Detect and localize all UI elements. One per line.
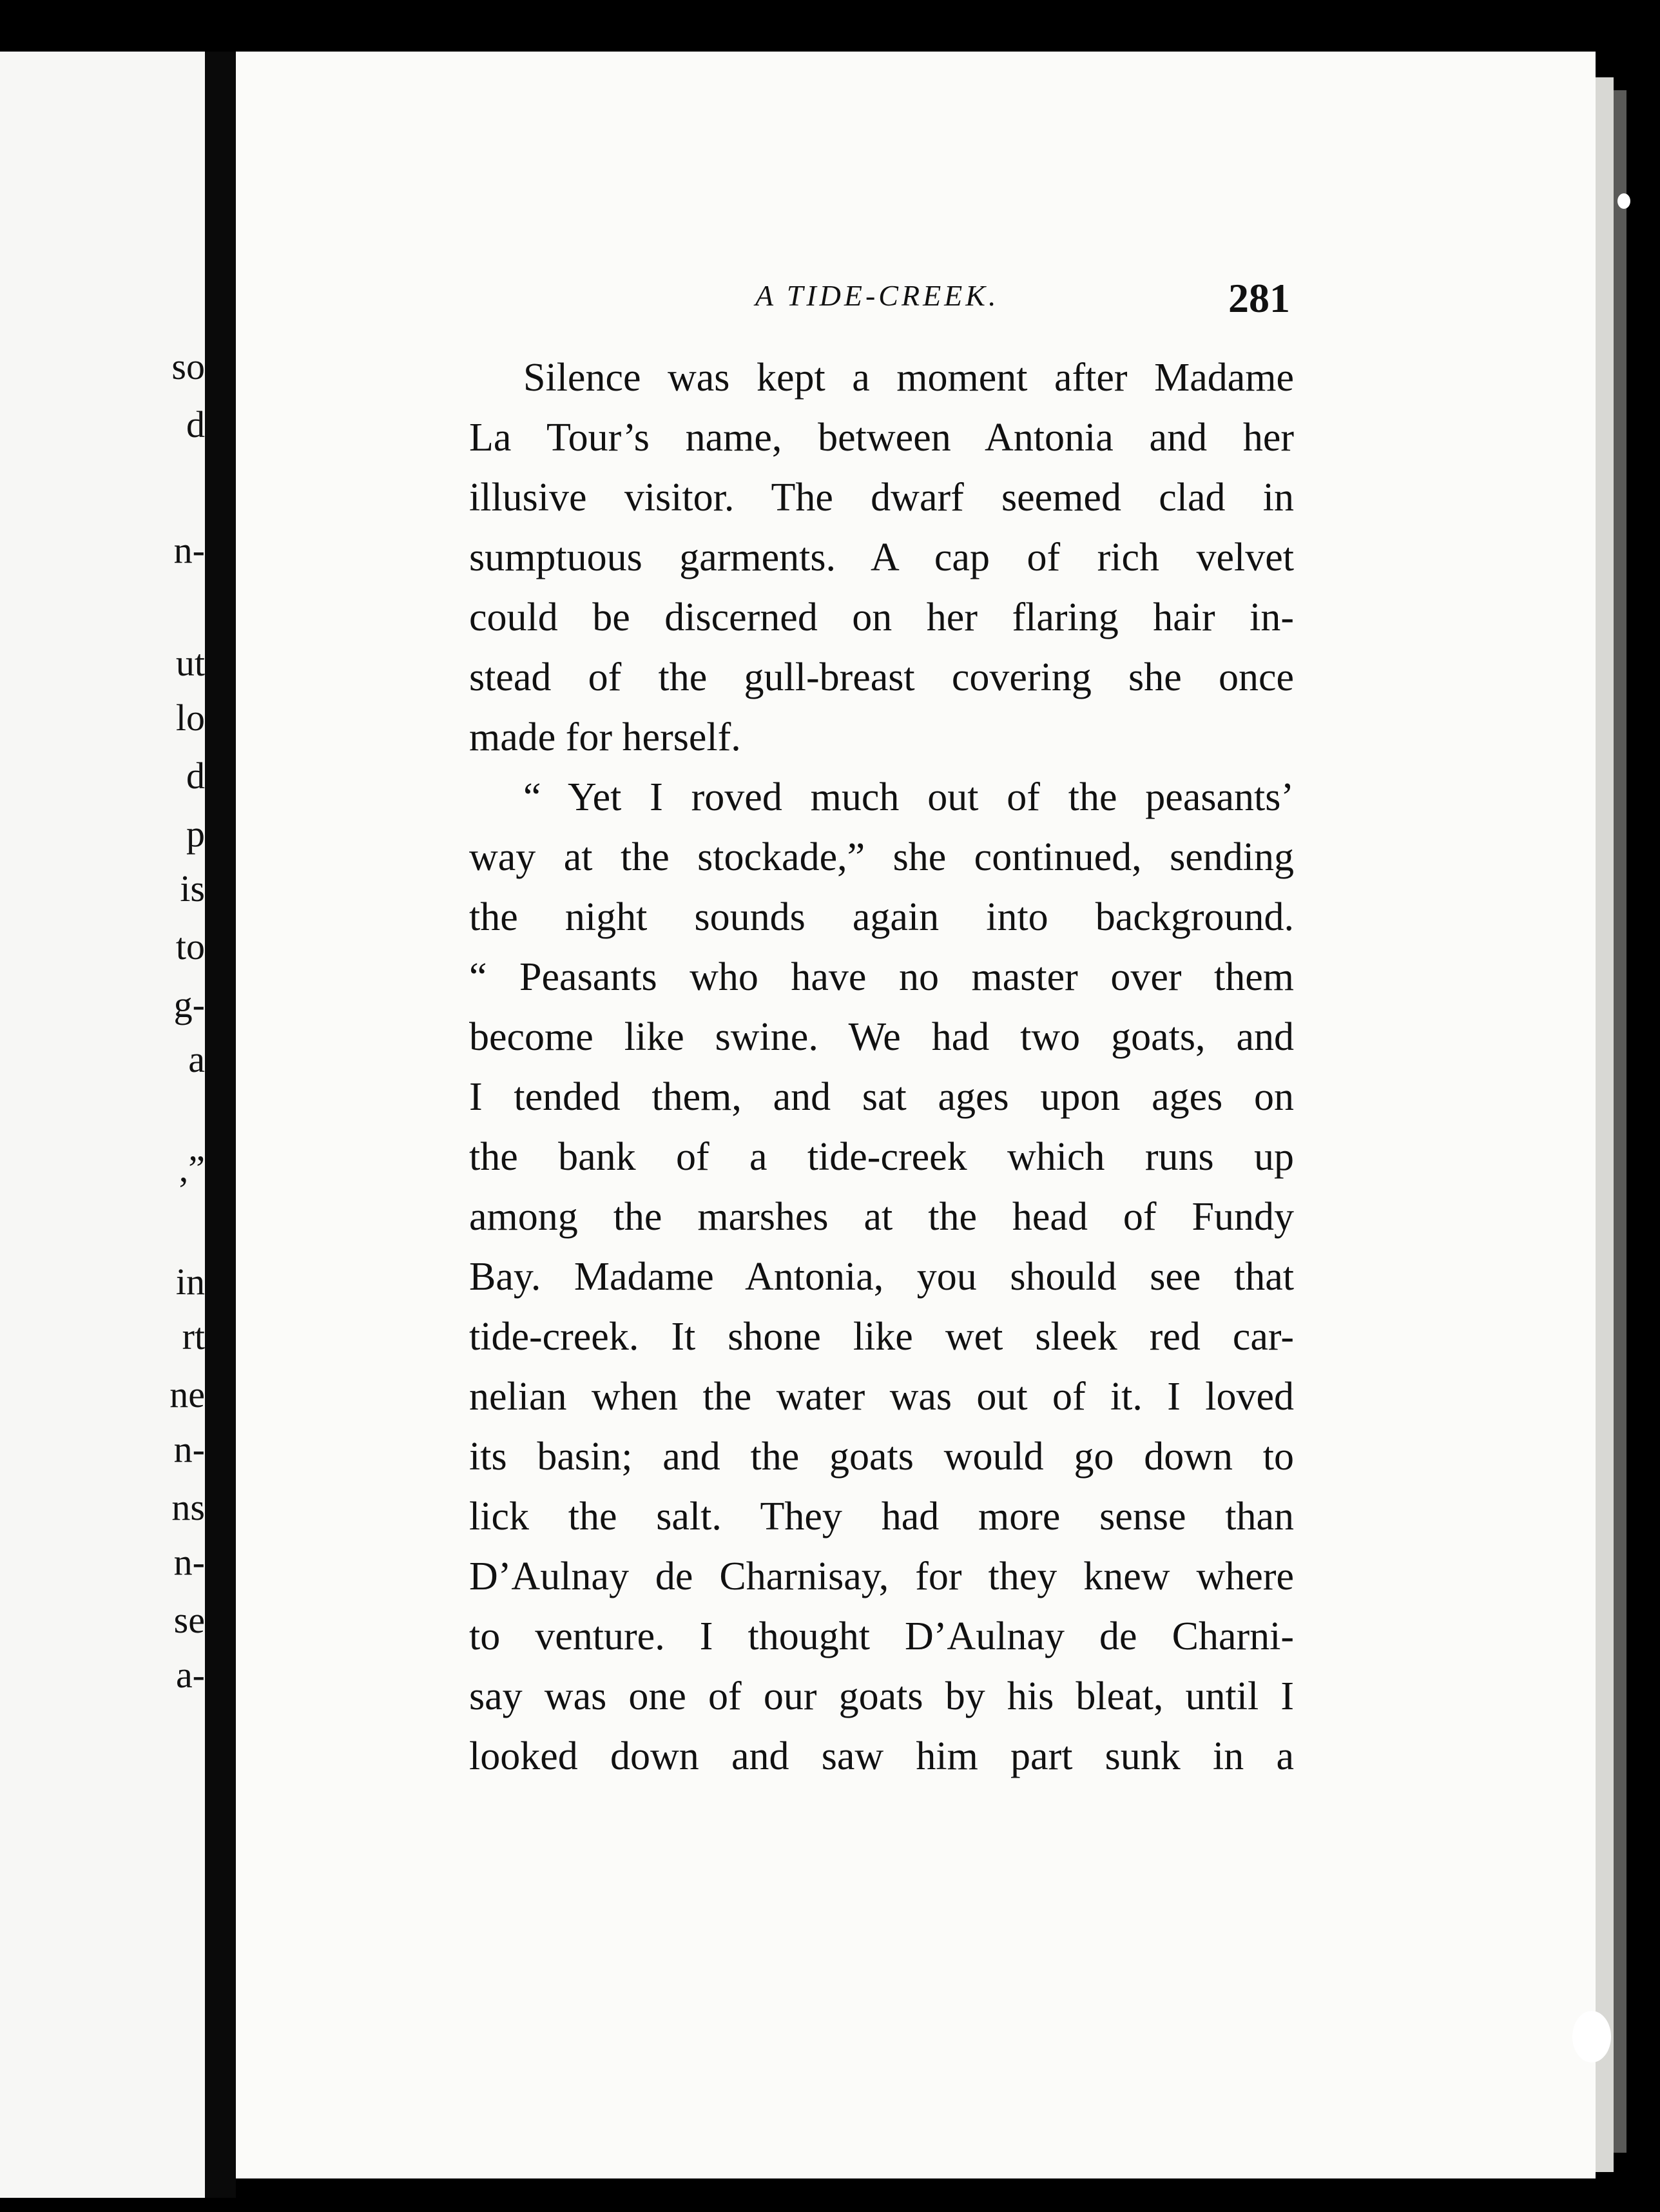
left-edge-text: lo [175,697,205,739]
left-edge-text: to [175,926,205,967]
running-head: A TIDE-CREEK. [755,279,999,312]
text-line: lick the salt. They had more sense than [469,1495,1294,1538]
left-edge-text: ne [169,1373,205,1415]
left-edge-text: g- [173,984,205,1025]
text-line: illusive visitor. The dwarf seemed clad in [469,476,1294,519]
text-line: D’Aulnay de Charnisay, for they knew where [469,1555,1294,1598]
left-edge-text: n- [173,1428,205,1470]
left-edge-text: se [173,1599,205,1641]
text-line: nelian when the water was out of it. I loved [469,1375,1294,1419]
text-line: could be discerned on her flaring hair in- [469,596,1294,639]
body-text [469,348,1294,1787]
left-edge-text: rt [182,1315,205,1357]
text-line: sumptuous garments. A cap of rich velvet [469,536,1294,579]
text-line: I tended them, and sat ages upon ages on [469,1075,1294,1119]
left-edge-text: so [171,345,205,387]
left-edge-text: a- [175,1654,205,1696]
text-line: La Tour’s name, between Antonia and her [469,416,1294,460]
left-edge-text: ut [175,642,205,684]
page-edge [1596,77,1614,2172]
paper-damage-speck [1617,193,1630,209]
text-line: stead of the gull-breast covering she once [469,655,1294,699]
paper-damage-speck [1572,2011,1611,2062]
text-line: the night sounds again into background. [469,895,1294,939]
text-line: its basin; and the goats would go down to [469,1435,1294,1479]
left-edge-text: n- [173,1541,205,1583]
book-gutter [205,52,236,2198]
left-edge-text: ,” [179,1148,205,1190]
text-line: Silence was kept a moment after Madame [523,356,1294,400]
left-edge-text: d [186,403,205,445]
page-edge-shadow [1614,90,1626,2153]
left-edge-text: in [175,1261,205,1303]
text-line: “ Yet I roved much out of the peasants’ [523,775,1294,819]
text-line: way at the stockade,” she continued, sending [469,835,1294,879]
left-edge-text: d [186,755,205,797]
text-line: among the marshes at the head of Fundy [469,1195,1294,1239]
text-line: to venture. I thought D’Aulnay de Charni- [469,1615,1294,1658]
text-line: “ Peasants who have no master over them [469,955,1294,999]
text-line: the bank of a tide-creek which runs up [469,1135,1294,1179]
left-edge-text: ns [171,1486,205,1528]
text-line: made for herself. [469,715,741,759]
left-page-fragment [0,52,205,2198]
left-edge-text: a [188,1038,205,1080]
left-edge-text: is [180,868,205,909]
left-edge-text: p [186,813,205,855]
text-line: looked down and saw him part sunk in a [469,1734,1294,1778]
page-number: 281 [1228,275,1290,321]
left-edge-text: n- [173,529,205,571]
text-line: Bay. Madame Antonia, you should see that [469,1255,1294,1299]
text-line: tide-creek. It shone like wet sleek red car- [469,1315,1294,1359]
text-line: say was one of our goats by his bleat, until I [469,1674,1294,1718]
text-line: become like swine. We had two goats, and [469,1015,1294,1059]
